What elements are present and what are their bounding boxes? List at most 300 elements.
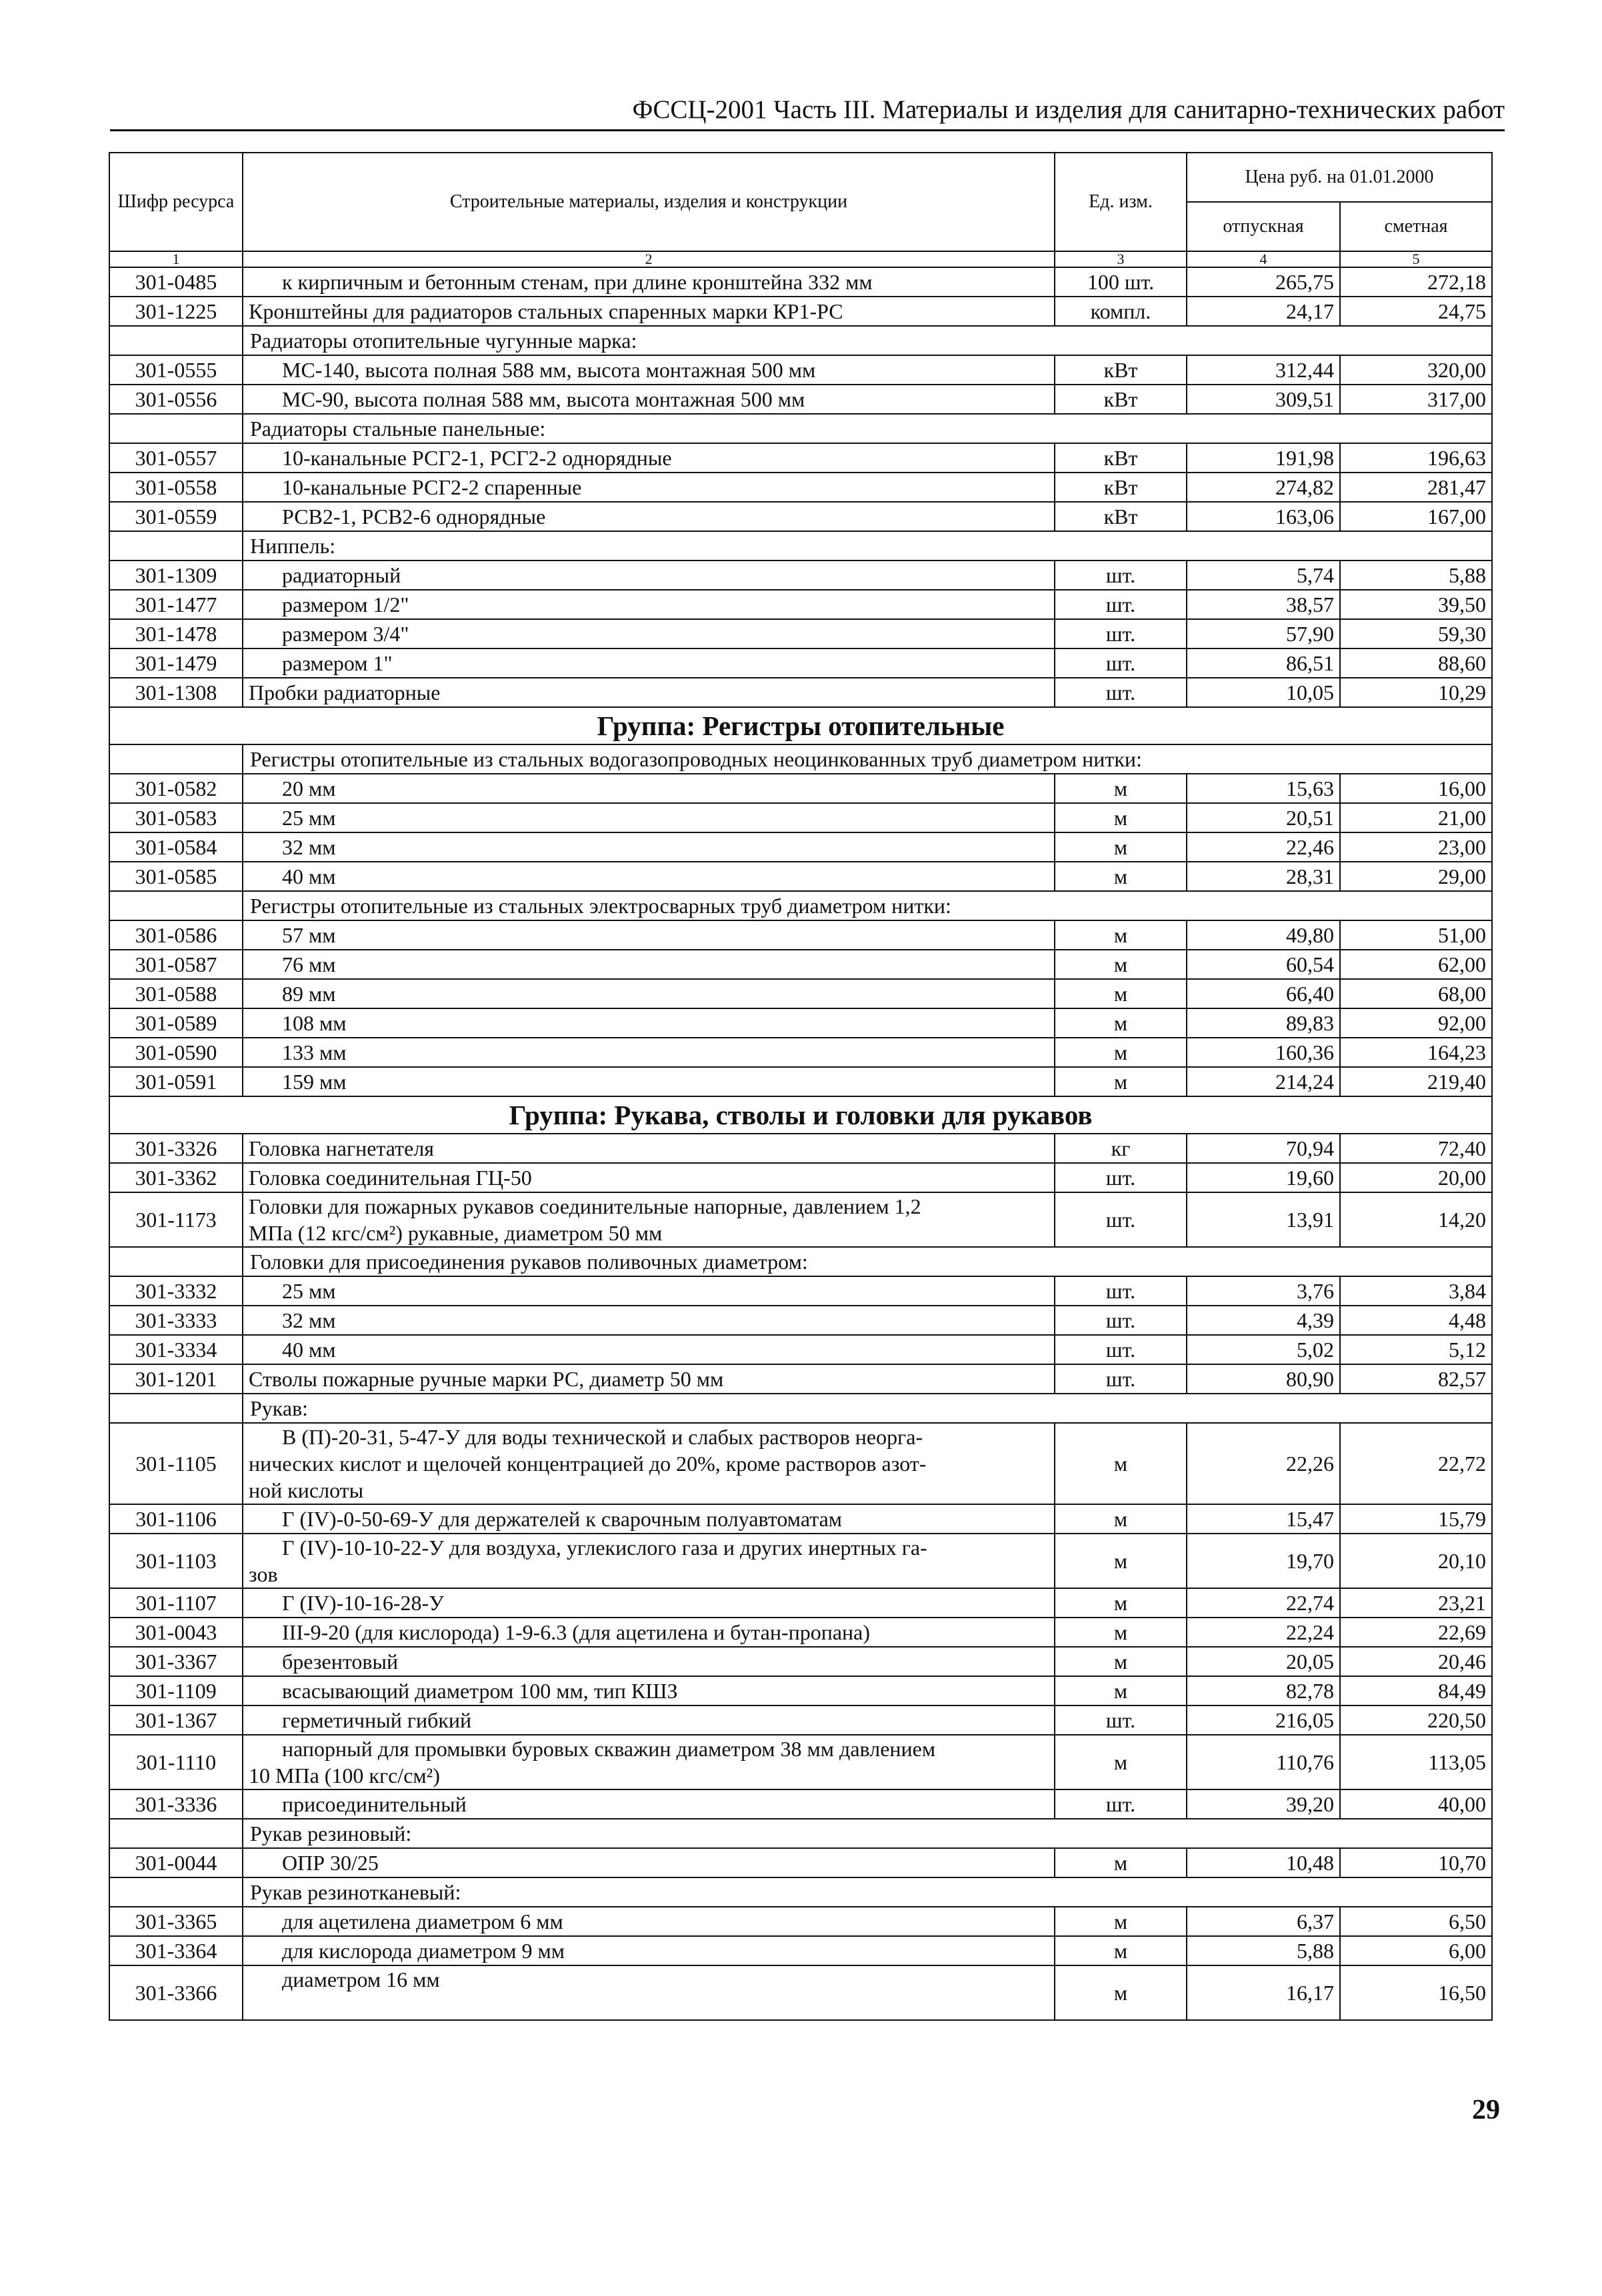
release-price: 22,26	[1187, 1423, 1340, 1504]
estimate-price: 68,00	[1340, 979, 1492, 1008]
subheader-code-cell	[109, 531, 243, 561]
table-row	[109, 1306, 1492, 1335]
group-header-row	[109, 1096, 1492, 1134]
table-row	[109, 1676, 1492, 1706]
unit-of-measure: шт.	[1055, 1789, 1187, 1819]
col-number: 5	[1340, 251, 1492, 267]
unit-of-measure: кВт	[1055, 473, 1187, 502]
material-name-line: Г (IV)-10-10-22-У для воздуха, углекислого газа и других инертных га-	[282, 1536, 927, 1560]
unit-of-measure: м	[1055, 1647, 1187, 1676]
release-price: 10,48	[1187, 1848, 1340, 1877]
resource-code: 301-0555	[109, 355, 243, 385]
unit-of-measure: шт.	[1055, 1276, 1187, 1306]
release-price: 89,83	[1187, 1008, 1340, 1038]
estimate-price: 4,48	[1340, 1306, 1492, 1335]
unit-of-measure: шт.	[1055, 1364, 1187, 1394]
resource-code: 301-1309	[109, 561, 243, 590]
col-number: 3	[1055, 251, 1187, 267]
page-number: 29	[1472, 2095, 1500, 2125]
resource-code: 301-3336	[109, 1789, 243, 1819]
table-row	[109, 1618, 1492, 1647]
unit-of-measure: м	[1055, 832, 1187, 862]
subheader-title: Головки для присоединения рукавов поливочных диаметром:	[243, 1247, 1492, 1276]
unit-of-measure: шт.	[1055, 648, 1187, 678]
table-row	[109, 1134, 1492, 1163]
col-header-price: Цена руб. на 01.01.2000	[1187, 153, 1492, 202]
estimate-price: 84,49	[1340, 1676, 1492, 1706]
release-price: 39,20	[1187, 1789, 1340, 1819]
material-name: брезентовый	[243, 1647, 1055, 1676]
table-row	[109, 950, 1492, 979]
price-table	[109, 152, 1493, 2021]
material-name: размером 1/2"	[243, 590, 1055, 619]
estimate-price: 23,00	[1340, 832, 1492, 862]
estimate-price: 21,00	[1340, 803, 1492, 832]
unit-of-measure: м	[1055, 1676, 1187, 1706]
material-name	[243, 1534, 1055, 1588]
material-name-line: Головки для пожарных рукавов соединительные напорные, давлением 1,2	[249, 1194, 921, 1218]
material-name: 57 мм	[243, 920, 1055, 950]
release-price: 22,74	[1187, 1588, 1340, 1618]
table-row	[109, 1163, 1492, 1192]
col-header-unit: Ед. изм.	[1055, 153, 1187, 251]
unit-of-measure: 100 шт.	[1055, 267, 1187, 297]
col-header-release: отпускная	[1187, 202, 1340, 251]
table-row	[109, 619, 1492, 648]
resource-code: 301-1225	[109, 297, 243, 326]
material-name: Г (IV)-0-50-69-У для держателей к сварочным полуавтоматам	[243, 1504, 1055, 1534]
material-name: МС-140, высота полная 588 мм, высота монтажная 500 мм	[243, 355, 1055, 385]
subheader-title: Рукав резиновый:	[243, 1819, 1492, 1848]
release-price: 10,05	[1187, 678, 1340, 707]
release-price: 265,75	[1187, 267, 1340, 297]
release-price: 22,24	[1187, 1618, 1340, 1647]
unit-of-measure: м	[1055, 862, 1187, 891]
release-price: 274,82	[1187, 473, 1340, 502]
table-row	[109, 1038, 1492, 1067]
unit-of-measure: кВт	[1055, 443, 1187, 473]
material-name-line: 10 МПа (100 кгс/см²)	[249, 1763, 440, 1787]
material-name: 159 мм	[243, 1067, 1055, 1096]
release-price: 6,37	[1187, 1907, 1340, 1936]
table-body	[109, 267, 1492, 2020]
estimate-price: 29,00	[1340, 862, 1492, 891]
table-row	[109, 1936, 1492, 1965]
group-header-row	[109, 707, 1492, 744]
estimate-price: 24,75	[1340, 297, 1492, 326]
material-name: 10-канальные РСГ2-2 спаренные	[243, 473, 1055, 502]
subheader-row	[109, 414, 1492, 443]
unit-of-measure: м	[1055, 979, 1187, 1008]
resource-code: 301-1109	[109, 1676, 243, 1706]
material-name	[243, 1423, 1055, 1504]
estimate-price: 39,50	[1340, 590, 1492, 619]
material-name: 89 мм	[243, 979, 1055, 1008]
table-row	[109, 1335, 1492, 1364]
subheader-title: Радиаторы стальные панельные:	[243, 414, 1492, 443]
resource-code: 301-1105	[109, 1423, 243, 1504]
release-price: 57,90	[1187, 619, 1340, 648]
resource-code: 301-3366	[109, 1965, 243, 2020]
estimate-price: 272,18	[1340, 267, 1492, 297]
resource-code: 301-3333	[109, 1306, 243, 1335]
release-price: 160,36	[1187, 1038, 1340, 1067]
table-row	[109, 1364, 1492, 1394]
estimate-price: 220,50	[1340, 1706, 1492, 1735]
unit-of-measure: м	[1055, 1965, 1187, 2020]
table-row	[109, 803, 1492, 832]
estimate-price: 51,00	[1340, 920, 1492, 950]
release-price: 70,94	[1187, 1134, 1340, 1163]
col-number: 2	[243, 251, 1055, 267]
subheader-code-cell	[109, 891, 243, 920]
material-name-line	[249, 1993, 1049, 2019]
resource-code: 301-0584	[109, 832, 243, 862]
release-price: 214,24	[1187, 1067, 1340, 1096]
table-row	[109, 920, 1492, 950]
material-name-line: В (П)-20-31, 5-47-У для воды технической и слабых растворов неорга-	[282, 1425, 923, 1449]
unit-of-measure: кВт	[1055, 502, 1187, 531]
subheader-title: Рукав:	[243, 1394, 1492, 1423]
release-price: 3,76	[1187, 1276, 1340, 1306]
resource-code: 301-0591	[109, 1067, 243, 1096]
release-price: 110,76	[1187, 1735, 1340, 1789]
estimate-price: 5,88	[1340, 561, 1492, 590]
estimate-price: 72,40	[1340, 1134, 1492, 1163]
estimate-price: 15,79	[1340, 1504, 1492, 1534]
material-name: 25 мм	[243, 803, 1055, 832]
unit-of-measure: шт.	[1055, 1335, 1187, 1364]
unit-of-measure: м	[1055, 1936, 1187, 1965]
material-name: Головка нагнетателя	[243, 1134, 1055, 1163]
subheader-row	[109, 1819, 1492, 1848]
resource-code: 301-0043	[109, 1618, 243, 1647]
material-name-line: ной кислоты	[249, 1478, 364, 1502]
subheader-row	[109, 744, 1492, 774]
material-name: 40 мм	[243, 862, 1055, 891]
table-row	[109, 648, 1492, 678]
material-name: Головка соединительная ГЦ-50	[243, 1163, 1055, 1192]
unit-of-measure: м	[1055, 950, 1187, 979]
material-name: 76 мм	[243, 950, 1055, 979]
material-name: 108 мм	[243, 1008, 1055, 1038]
subheader-row	[109, 891, 1492, 920]
resource-code: 301-1367	[109, 1706, 243, 1735]
estimate-price: 22,69	[1340, 1618, 1492, 1647]
resource-code: 301-0485	[109, 267, 243, 297]
material-name: III-9-20 (для кислорода) 1-9-6.3 (для ацетилена и бутан-пропана)	[243, 1618, 1055, 1647]
material-name	[243, 1735, 1055, 1789]
subheader-title: Регистры отопительные из стальных электросварных труб диаметром нитки:	[243, 891, 1492, 920]
release-price: 5,02	[1187, 1335, 1340, 1364]
resource-code: 301-0586	[109, 920, 243, 950]
unit-of-measure: шт.	[1055, 678, 1187, 707]
release-price: 191,98	[1187, 443, 1340, 473]
estimate-price: 22,72	[1340, 1423, 1492, 1504]
material-name: всасывающий диаметром 100 мм, тип КШЗ	[243, 1676, 1055, 1706]
subheader-title: Регистры отопительные из стальных водогазопроводных неоцинкованных труб диаметром нитки:	[243, 744, 1492, 774]
release-price: 20,05	[1187, 1647, 1340, 1676]
table-row	[109, 1276, 1492, 1306]
release-price: 15,63	[1187, 774, 1340, 803]
material-name: Стволы пожарные ручные марки РС, диаметр 50 мм	[243, 1364, 1055, 1394]
resource-code: 301-1308	[109, 678, 243, 707]
resource-code: 301-0585	[109, 862, 243, 891]
release-price: 86,51	[1187, 648, 1340, 678]
release-price: 19,70	[1187, 1534, 1340, 1588]
release-price: 15,47	[1187, 1504, 1340, 1534]
subheader-title: Радиаторы отопительные чугунные марка:	[243, 326, 1492, 355]
subheader-code-cell	[109, 414, 243, 443]
subheader-title: Ниппель:	[243, 531, 1492, 561]
unit-of-measure: шт.	[1055, 619, 1187, 648]
subheader-title: Рукав резинотканевый:	[243, 1877, 1492, 1907]
table-row	[109, 1192, 1492, 1247]
resource-code: 301-3365	[109, 1907, 243, 1936]
table-row	[109, 1504, 1492, 1534]
unit-of-measure: шт.	[1055, 1163, 1187, 1192]
resource-code: 301-1478	[109, 619, 243, 648]
material-name: 40 мм	[243, 1335, 1055, 1364]
release-price: 13,91	[1187, 1192, 1340, 1247]
material-name: 32 мм	[243, 832, 1055, 862]
table-row	[109, 1008, 1492, 1038]
table-row	[109, 443, 1492, 473]
subheader-code-cell	[109, 744, 243, 774]
estimate-price: 20,00	[1340, 1163, 1492, 1192]
resource-code: 301-1173	[109, 1192, 243, 1247]
unit-of-measure: м	[1055, 1588, 1187, 1618]
estimate-price: 6,00	[1340, 1936, 1492, 1965]
table-row	[109, 1534, 1492, 1588]
material-name: размером 3/4"	[243, 619, 1055, 648]
estimate-price: 62,00	[1340, 950, 1492, 979]
release-price: 163,06	[1187, 502, 1340, 531]
material-name: Пробки радиаторные	[243, 678, 1055, 707]
release-price: 5,74	[1187, 561, 1340, 590]
resource-code: 301-1201	[109, 1364, 243, 1394]
table-row	[109, 590, 1492, 619]
material-name: ОПР 30/25	[243, 1848, 1055, 1877]
subheader-row	[109, 1394, 1492, 1423]
unit-of-measure: м	[1055, 1735, 1187, 1789]
subheader-row	[109, 1247, 1492, 1276]
material-name: 133 мм	[243, 1038, 1055, 1067]
table-row	[109, 502, 1492, 531]
unit-of-measure: м	[1055, 1067, 1187, 1096]
estimate-price: 281,47	[1340, 473, 1492, 502]
unit-of-measure: шт.	[1055, 590, 1187, 619]
material-name: 20 мм	[243, 774, 1055, 803]
unit-of-measure: кВт	[1055, 355, 1187, 385]
table-row	[109, 1735, 1492, 1789]
unit-of-measure: м	[1055, 920, 1187, 950]
estimate-price: 16,00	[1340, 774, 1492, 803]
resource-code: 301-3367	[109, 1647, 243, 1676]
estimate-price: 23,21	[1340, 1588, 1492, 1618]
estimate-price: 59,30	[1340, 619, 1492, 648]
release-price: 4,39	[1187, 1306, 1340, 1335]
estimate-price: 88,60	[1340, 648, 1492, 678]
release-price: 19,60	[1187, 1163, 1340, 1192]
release-price: 82,78	[1187, 1676, 1340, 1706]
release-price: 80,90	[1187, 1364, 1340, 1394]
resource-code: 301-0582	[109, 774, 243, 803]
unit-of-measure: м	[1055, 803, 1187, 832]
resource-code: 301-1103	[109, 1534, 243, 1588]
table-row	[109, 355, 1492, 385]
resource-code: 301-3362	[109, 1163, 243, 1192]
resource-code: 301-0558	[109, 473, 243, 502]
estimate-price: 3,84	[1340, 1276, 1492, 1306]
table-row	[109, 1067, 1492, 1096]
unit-of-measure: шт.	[1055, 1192, 1187, 1247]
table-row	[109, 473, 1492, 502]
material-name	[243, 1192, 1055, 1247]
table-row	[109, 297, 1492, 326]
col-header-name: Строительные материалы, изделия и конструкции	[243, 153, 1055, 251]
unit-of-measure: м	[1055, 1504, 1187, 1534]
subheader-code-cell	[109, 1394, 243, 1423]
material-name: для кислорода диаметром 9 мм	[243, 1936, 1055, 1965]
subheader-code-cell	[109, 1877, 243, 1907]
release-price: 216,05	[1187, 1706, 1340, 1735]
table-row	[109, 832, 1492, 862]
material-name: размером 1"	[243, 648, 1055, 678]
unit-of-measure: м	[1055, 1618, 1187, 1647]
resource-code: 301-3364	[109, 1936, 243, 1965]
unit-of-measure: шт.	[1055, 1706, 1187, 1735]
col-number: 4	[1187, 251, 1340, 267]
resource-code: 301-0557	[109, 443, 243, 473]
table-row	[109, 1965, 1492, 2020]
estimate-price: 167,00	[1340, 502, 1492, 531]
resource-code: 301-3332	[109, 1276, 243, 1306]
resource-code: 301-1479	[109, 648, 243, 678]
release-price: 28,31	[1187, 862, 1340, 891]
resource-code: 301-0587	[109, 950, 243, 979]
resource-code: 301-1477	[109, 590, 243, 619]
table-row	[109, 774, 1492, 803]
release-price: 309,51	[1187, 385, 1340, 414]
table-row	[109, 678, 1492, 707]
unit-of-measure: м	[1055, 1534, 1187, 1588]
release-price: 16,17	[1187, 1965, 1340, 2020]
resource-code: 301-0588	[109, 979, 243, 1008]
material-name: 25 мм	[243, 1276, 1055, 1306]
release-price: 22,46	[1187, 832, 1340, 862]
unit-of-measure: компл.	[1055, 297, 1187, 326]
estimate-price: 113,05	[1340, 1735, 1492, 1789]
material-name: МС-90, высота полная 588 мм, высота монтажная 500 мм	[243, 385, 1055, 414]
resource-code: 301-1110	[109, 1735, 243, 1789]
release-price: 5,88	[1187, 1936, 1340, 1965]
subheader-row	[109, 1877, 1492, 1907]
table-row	[109, 1907, 1492, 1936]
col-header-code: Шифр ресурса	[109, 153, 243, 251]
resource-code: 301-0559	[109, 502, 243, 531]
material-name: Кронштейны для радиаторов стальных спаренных марки КР1-РС	[243, 297, 1055, 326]
resource-code: 301-3334	[109, 1335, 243, 1364]
estimate-price: 20,46	[1340, 1647, 1492, 1676]
resource-code: 301-0589	[109, 1008, 243, 1038]
material-name-line: напорный для промывки буровых скважин диаметром 38 мм давлением	[282, 1737, 936, 1761]
estimate-price: 196,63	[1340, 443, 1492, 473]
material-name-line: диаметром 16 мм	[282, 1967, 440, 1991]
estimate-price: 82,57	[1340, 1364, 1492, 1394]
estimate-price: 92,00	[1340, 1008, 1492, 1038]
estimate-price: 16,50	[1340, 1965, 1492, 2020]
estimate-price: 40,00	[1340, 1789, 1492, 1819]
release-price: 20,51	[1187, 803, 1340, 832]
unit-of-measure: м	[1055, 1423, 1187, 1504]
table-row	[109, 1423, 1492, 1504]
material-name: для ацетилена диаметром 6 мм	[243, 1907, 1055, 1936]
resource-code: 301-1106	[109, 1504, 243, 1534]
page-header: ФССЦ-2001 Часть III. Материалы и изделия для санитарно-технических работ	[110, 93, 1505, 131]
estimate-price: 164,23	[1340, 1038, 1492, 1067]
material-name	[243, 1965, 1055, 2020]
material-name-line: зов	[249, 1562, 278, 1586]
resource-code: 301-0556	[109, 385, 243, 414]
unit-of-measure: м	[1055, 1038, 1187, 1067]
unit-of-measure: м	[1055, 774, 1187, 803]
estimate-price: 10,29	[1340, 678, 1492, 707]
resource-code: 301-0590	[109, 1038, 243, 1067]
material-name: радиаторный	[243, 561, 1055, 590]
release-price: 49,80	[1187, 920, 1340, 950]
table-row	[109, 1789, 1492, 1819]
col-header-estimate: сметная	[1340, 202, 1492, 251]
estimate-price: 6,50	[1340, 1907, 1492, 1936]
material-name: РСВ2-1, РСВ2-6 однорядные	[243, 502, 1055, 531]
unit-of-measure: кВт	[1055, 385, 1187, 414]
material-name: присоединительный	[243, 1789, 1055, 1819]
group-title: Группа: Рукава, стволы и головки для рукавов	[109, 1096, 1492, 1134]
subheader-row	[109, 326, 1492, 355]
resource-code: 301-0583	[109, 803, 243, 832]
estimate-price: 20,10	[1340, 1534, 1492, 1588]
table-row	[109, 1647, 1492, 1676]
subheader-code-cell	[109, 1819, 243, 1848]
unit-of-measure: шт.	[1055, 1306, 1187, 1335]
group-title: Группа: Регистры отопительные	[109, 707, 1492, 744]
release-price: 60,54	[1187, 950, 1340, 979]
estimate-price: 317,00	[1340, 385, 1492, 414]
material-name: герметичный гибкий	[243, 1706, 1055, 1735]
unit-of-measure: м	[1055, 1848, 1187, 1877]
material-name: 32 мм	[243, 1306, 1055, 1335]
estimate-price: 14,20	[1340, 1192, 1492, 1247]
table-row	[109, 1706, 1492, 1735]
subheader-code-cell	[109, 1247, 243, 1276]
release-price: 312,44	[1187, 355, 1340, 385]
resource-code: 301-0044	[109, 1848, 243, 1877]
material-name: Г (IV)-10-16-28-У	[243, 1588, 1055, 1618]
material-name-line: нических кислот и щелочей концентрацией до 20%, кроме растворов азот-	[249, 1452, 927, 1476]
table-row	[109, 561, 1492, 590]
release-price: 24,17	[1187, 297, 1340, 326]
unit-of-measure: м	[1055, 1008, 1187, 1038]
unit-of-measure: кг	[1055, 1134, 1187, 1163]
material-name: к кирпичным и бетонным стенам, при длине кронштейна 332 мм	[243, 267, 1055, 297]
material-name-line: МПа (12 кгс/см²) рукавные, диаметром 50 мм	[249, 1221, 663, 1245]
table-row	[109, 385, 1492, 414]
subheader-row	[109, 531, 1492, 561]
unit-of-measure: шт.	[1055, 561, 1187, 590]
estimate-price: 5,12	[1340, 1335, 1492, 1364]
resource-code: 301-3326	[109, 1134, 243, 1163]
